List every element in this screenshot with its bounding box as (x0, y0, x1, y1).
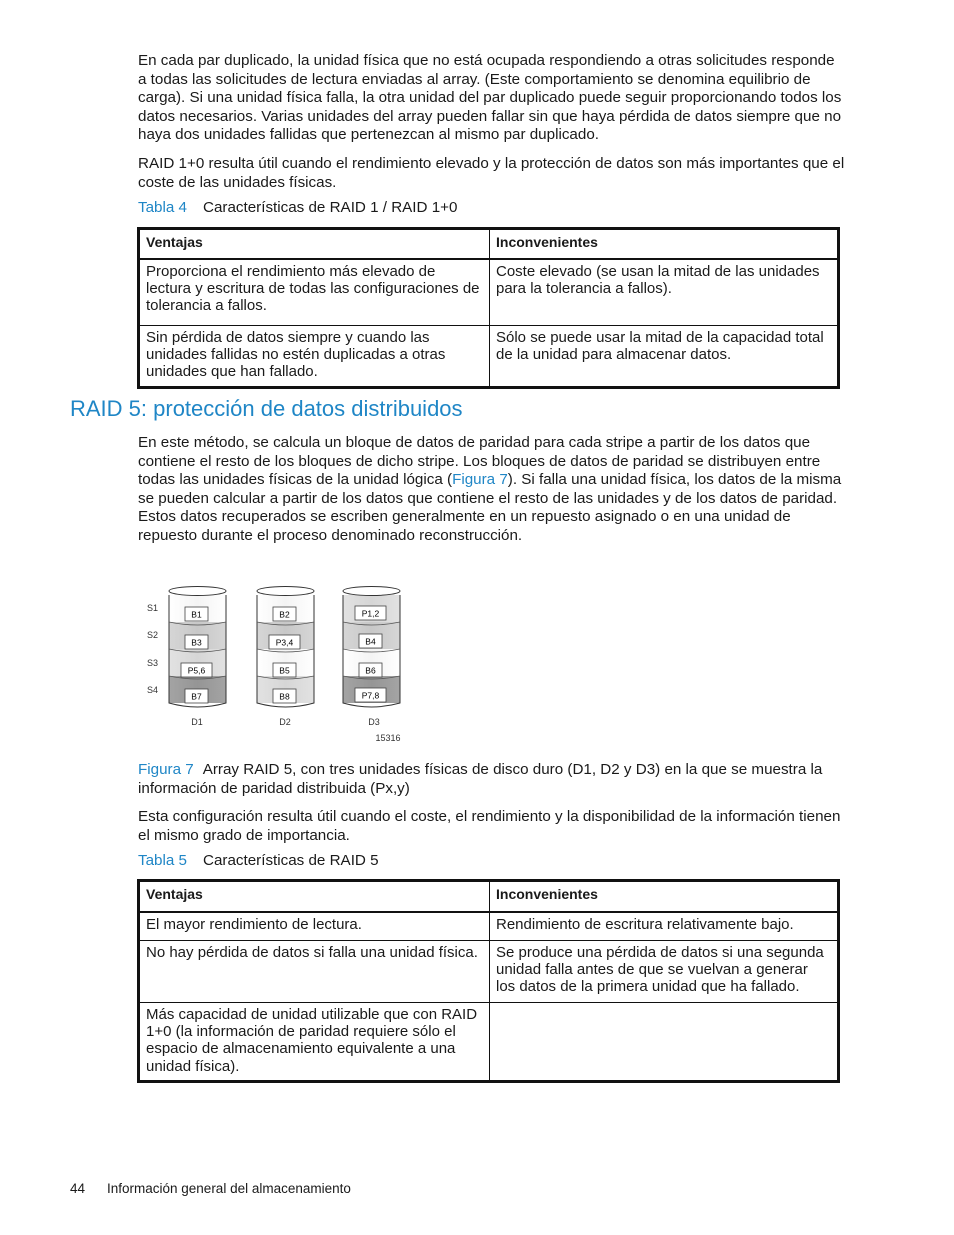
block-label: B2 (279, 609, 290, 620)
figure-label: Figura 7 (138, 761, 194, 778)
stripe-label: S1 (147, 603, 159, 613)
table-cell: Sin pérdida de datos siempre y cuando las unidades fallidas no estén duplicadas a otras unidades que han fallado. (139, 326, 490, 388)
block-label: B3 (191, 637, 202, 648)
stripe-label: S4 (147, 685, 159, 695)
table-row (139, 1003, 839, 1082)
footer-title: Información general del almacenamiento (107, 1181, 351, 1196)
stripe-label: S2 (147, 630, 159, 640)
table-cell: Proporciona el rendimiento más elevado de lectura y escritura de todas las configuraciones de tolerancia a fallos. (139, 259, 490, 326)
table-cell: Se produce una pérdida de datos si una segunda unidad falla antes de que se vuelvan a generar los datos de la primera unidad que ha fallado. (490, 941, 839, 1003)
table-header-cell: Inconvenientes (490, 881, 839, 912)
table-label: Tabla 5 (138, 852, 187, 869)
table-title: Características de RAID 5 (202, 852, 379, 869)
block-label: B4 (365, 636, 376, 647)
table-header-row (139, 229, 839, 259)
table-cell: Rendimiento de escritura relativamente bajo. (490, 912, 839, 941)
table-header-cell: Inconvenientes (490, 229, 839, 259)
body-paragraph: Esta configuración resulta útil cuando el coste, el rendimiento y la disponibilidad de la información tienen el mismo grado de importancia. (138, 808, 841, 844)
body-paragraph: En cada par duplicado, la unidad física que no está ocupada respondiendo a otras solicitudes responde a todas las solicitudes de lectura enviadas al array. (Este comportamiento se denomina equilibrio de carga). Si una unidad física falla, la otra unidad del par duplicado puede seguir proporcionando todos los datos necesarios. Varias unidades del array pueden fallar sin que haya pérdida de datos siempre que no haya dos unidades fallidas que pertenezcan al mismo par duplicado. (138, 52, 842, 144)
disk-d3 (343, 587, 400, 708)
table-header-row (139, 881, 839, 912)
raid5-diagram (140, 578, 430, 750)
block-label: B1 (191, 609, 202, 620)
block-label: P5,6 (187, 665, 206, 676)
table-cell: No hay pérdida de datos si falla una unidad física. (139, 941, 490, 1003)
table-cell: Coste elevado (se usan la mitad de las unidades para la tolerancia a fallos). (490, 259, 839, 326)
table-cell: El mayor rendimiento de lectura. (139, 912, 490, 941)
table-caption (138, 199, 457, 218)
block-label: P7,8 (361, 690, 380, 701)
section-heading: RAID 5: protección de datos distribuidos (70, 396, 463, 421)
figure-link[interactable]: Figura 7 (452, 471, 508, 489)
paragraph-text: ). Si falla una unidad física, los datos de la misma se pueden calcular a partir de los datos que contiene el resto de las unidades y de los datos de paridad. Estos datos recuperados se escriben generalmente en un repuesto asignado o en una unidad de repuesto durante el proceso denominado reconstrucción. (138, 471, 842, 544)
block-label: B5 (279, 665, 290, 676)
table-cell (490, 1003, 839, 1082)
table-cell: Más capacidad de unidad utilizable que con RAID 1+0 (la información de paridad requiere sólo el espacio de almacenamiento equivalente a una unidad física). (139, 1003, 490, 1082)
page-footer (70, 1181, 351, 1196)
block-label: B6 (365, 665, 376, 676)
table-row (139, 259, 839, 326)
disk-label: D3 (368, 717, 380, 727)
figure-caption (138, 761, 846, 798)
block-label: B7 (191, 691, 202, 702)
table-row (139, 912, 839, 941)
disk-d1 (169, 587, 226, 708)
table-cell: Sólo se puede usar la mitad de la capacidad total de la unidad para almacenar datos. (490, 326, 839, 388)
body-paragraph: RAID 1+0 resulta útil cuando el rendimiento elevado y la protección de datos son más importantes que el coste de las unidades físicas. (138, 155, 845, 191)
table-title: Características de RAID 1 / RAID 1+0 (202, 199, 458, 216)
block-label: P1,2 (361, 608, 380, 619)
stripe-label: S3 (147, 658, 159, 668)
raid1-table (137, 227, 840, 389)
paragraph-text: En este método, se calcula un bloque de datos de paridad para cada stripe a partir de los datos que contiene el resto de los bloques de dicho stripe. Los bloques de datos de paridad se distribuyen entre todas las unidades físicas de la unidad lógica ( (138, 434, 821, 489)
figure-ref-number: 15316 (375, 733, 401, 743)
page-number: 44 (70, 1181, 86, 1196)
disk-d2 (257, 587, 314, 708)
figure-caption-text: Array RAID 5, con tres unidades físicas de disco duro (D1, D2 y D3) en la que se muestra la información de paridad distribuida (Px,y) (138, 761, 823, 797)
table-row (139, 941, 839, 1003)
table-header-cell: Ventajas (139, 881, 490, 912)
table-label: Tabla 4 (138, 199, 187, 216)
table-header-cell: Ventajas (139, 229, 490, 259)
raid5-table (137, 879, 840, 1083)
disk-label: D2 (279, 717, 291, 727)
table-caption (138, 852, 379, 871)
block-label: P3,4 (275, 637, 294, 648)
table-row (139, 326, 839, 388)
body-paragraph (138, 434, 846, 546)
block-label: B8 (279, 691, 290, 702)
disk-label: D1 (191, 717, 203, 727)
